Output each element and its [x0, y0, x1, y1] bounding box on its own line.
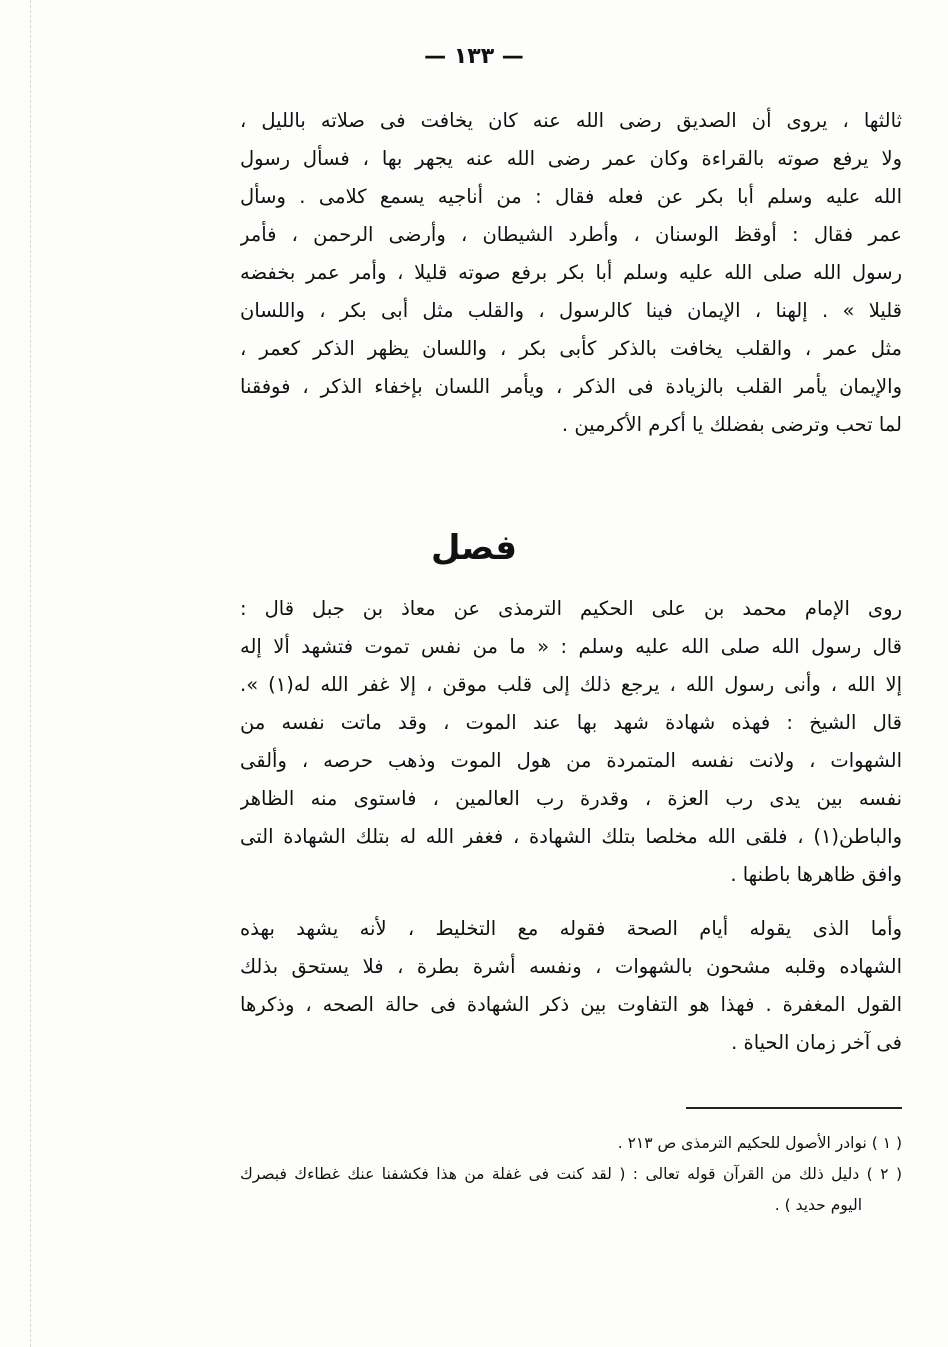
text-line: وافق ظاهرها باطنها . [730, 863, 902, 886]
text-line: ثالثها ، يروى أن الصديق رضى الله عنه كان يخافت فى صلاته بالليل ، [240, 109, 902, 132]
footnotes [240, 1128, 902, 1221]
text-line: فى آخر زمان الحياة . [731, 1031, 902, 1054]
text-line: القول المغفرة . فهذا هو التفاوت بين ذكر الشهادة فى حالة الصحه ، وذكرها [240, 993, 902, 1016]
text-line: قال رسول الله صلى الله عليه وسلم : « ما من نفس تموت فتشهد ألا إله [240, 635, 902, 658]
text-line: إلا الله ، وأنى رسول الله ، يرجع ذلك إلى قلب موقن ، إلا غفر الله له(١) ». [240, 673, 902, 696]
text-line: مثل عمر ، والقلب يخافت بالذكر كأبى بكر ، واللسان يظهر الذكر كعمر ، [240, 337, 902, 360]
text-line: الشهوات ، ولانت نفسه المتمردة من هول الموت وذهب حرصه ، وألقى [240, 749, 902, 772]
text-line: لما تحب وترضى بفضلك يا أكرم الأكرمين . [561, 413, 902, 436]
text-line: ولا يرفع صوته بالقراءة وكان عمر رضى الله عنه يجهر بها ، فسأل رسول [240, 147, 902, 170]
paragraph-3 [240, 910, 902, 1062]
text-line: عمر فقال : أوقظ الوسنان ، وأطرد الشيطان ، وأرضى الرحمن ، فأمر [240, 223, 902, 246]
text-line: الله عليه وسلم أبا بكر عن فعله فقال : من أناجيه يسمع كلامى . وسأل [240, 185, 902, 208]
text-line: وأما الذى يقوله أيام الصحة فقوله مع التخليط ، لأنه يشهد بهذه [240, 917, 902, 940]
text-line: الشهاده وقلبه مشحون بالشهوات ، ونفسه أشرة بطرة ، فلا يستحق بذلك [240, 955, 902, 978]
binding-edge [30, 0, 32, 1347]
page-number: — ١٣٣ — [424, 44, 524, 69]
text-line: روى الإمام محمد بن على الحكيم الترمذى عن معاذ بن جبل قال : [240, 597, 902, 620]
paragraph-1 [240, 102, 902, 444]
text-line: قال الشيخ : فهذه شهادة شهد بها عند الموت ، وقد ماتت نفسه من [240, 711, 902, 734]
footnote-1: ( ١ ) نوادر الأصول للحكيم الترمذى ص ٢١٣ . [617, 1134, 902, 1152]
text-line: قليلا » . إلهنا ، الإيمان فينا كالرسول ، والقلب مثل أبى بكر ، واللسان [240, 299, 902, 322]
footnote-2: ( ٢ ) دليل ذلك من القرآن قوله تعالى : ( لقد كنت فى غفلة من هذا فكشفنا عنك غطاءك فبصرك [240, 1165, 902, 1183]
text-line: رسول الله صلى الله عليه وسلم أبا بكر برفع صوته قليلا ، وأمر عمر بخفضه [240, 261, 902, 284]
text-line: نفسه بين يدى رب العزة ، وقدرة رب العالمين ، فاستوى منه الظاهر [240, 787, 902, 810]
footnote-divider [686, 1107, 902, 1109]
footnote-2-continued: اليوم حديد ) . [774, 1196, 862, 1214]
section-heading: فصل [430, 528, 518, 568]
text-line: والباطن(١) ، فلقى الله مخلصا بتلك الشهادة ، فغفر الله له بتلك الشهادة التى [240, 825, 902, 848]
text-line: والإيمان يأمر القلب بالزيادة فى الذكر ، ويأمر اللسان بإخفاء الذكر ، فوفقنا [240, 375, 902, 398]
paragraph-2 [240, 590, 902, 894]
